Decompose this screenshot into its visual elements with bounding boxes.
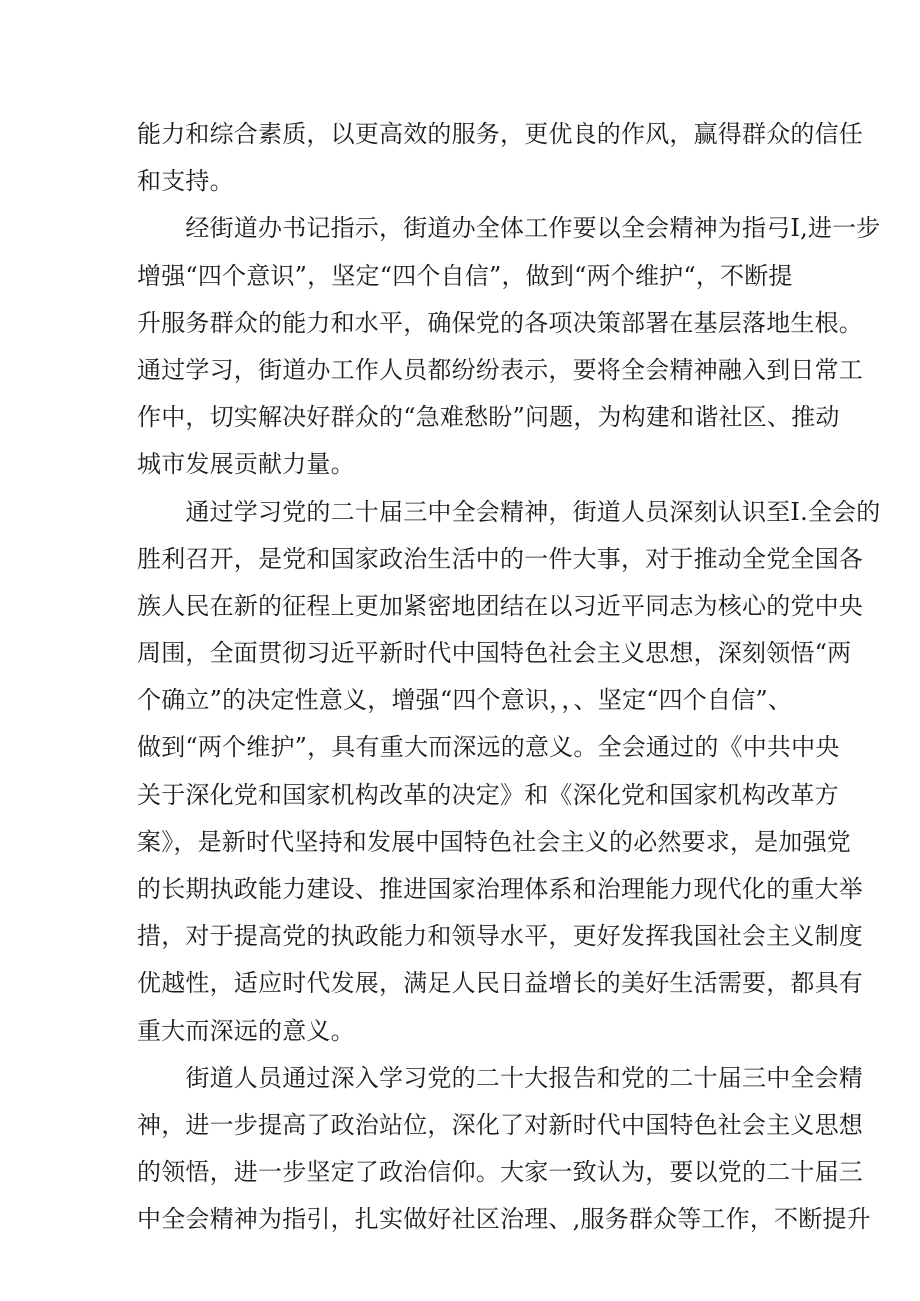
text-line: 优越性，适应时代发展，满足人民日益增长的美好生活需要，都具有: [137, 969, 863, 998]
text-line: 关于深化党和国家机构改革的决定》和《深化党和国家机构改革方: [137, 780, 839, 809]
text-line: 的长期执政能力建设、推进国家治理体系和治理能力现代化的重大举: [137, 875, 863, 903]
text-line: 增强“四个意识”，坚定“四个自信”，做到“两个维护“，不断提: [137, 261, 793, 290]
text-line: 案》，是新时代坚持和发展中国特色社会主义的必然要求，是加强党: [137, 827, 851, 856]
text-line: 通过学习，街道办工作人员都纷纷表示，要将全会精神融入到日常工: [137, 355, 863, 384]
text-line: 神，进一步提高了政治站位，深化了对新时代中国特色社会主义思想: [137, 1110, 863, 1139]
text-line: 族人民在新的征程上更加紧密地团结在以习近平同志为核心的党中央: [137, 591, 863, 620]
text-line: 作中，切实解决好群众的“急难愁盼”问题，为构建和谐社区、推动: [137, 403, 840, 432]
text-line: 城市发展贡献力量。: [137, 450, 355, 479]
text-line: 街道人员通过深入学习党的二十大报告和党的二十届三中全会精: [137, 1063, 863, 1092]
text-line: 胜利召开，是党和国家政治生活中的一件大事，对于推动全党全国各: [137, 544, 863, 573]
text-line: 周围，全面贯彻习近平新时代中国特色社会主义思想，深刻领悟“两: [137, 639, 852, 668]
text-line: 升服务群众的能力和水平，确保党的各项决策部署在基层落地生根。: [137, 308, 863, 337]
text-line: 通过学习党的二十届三中全会精神，街道人员深刻认识至I.全会的: [137, 497, 881, 526]
text-line: 能力和综合素质，以更高效的服务，更优良的作风，赢得群众的信任: [137, 120, 863, 148]
text-line: 个确立”的决定性意义，增强“四个意识，，、坚定“四个自信”、: [137, 686, 793, 715]
body-text: [137, 111, 881, 1244]
text-line: 中全会精神为指引，扎实做好社区治理、,服务群众等工作，不断提升: [137, 1205, 871, 1234]
text-line: 重大而深远的意义。: [137, 1016, 355, 1045]
text-line: 经街道办书记指示，街道办全体工作要以全会精神为指弓I,进一步: [137, 214, 881, 243]
text-line: 和支持。: [137, 167, 234, 196]
text-line: 做到“两个维护”，具有重大而深远的意义。全会通过的《中共中央: [137, 733, 840, 762]
text-line: 措，对于提高党的执政能力和领导水平，更好发挥我国社会主义制度: [137, 922, 863, 951]
text-line: 的领悟，进一步坚定了政治信仰。大家一致认为，要以党的二十届三: [137, 1158, 863, 1187]
